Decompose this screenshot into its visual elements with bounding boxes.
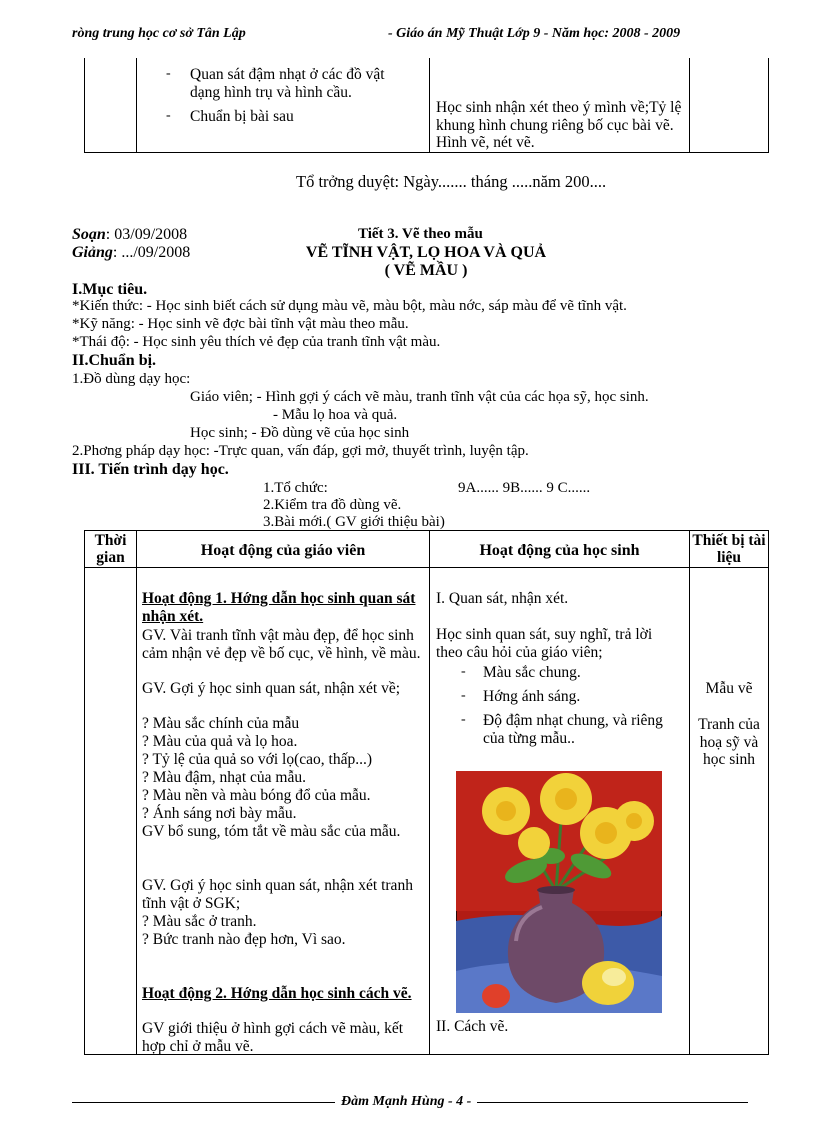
preparation-student: Học sinh; - Đồ dùng vẽ của học sinh [190,425,410,441]
preparation-methods: 2.Phơng pháp dạy học: -Trực quan, vấn đáp, gợi mở, thuyết trình, luyện tập. [72,443,529,459]
bullet-marker: - [166,66,171,81]
teacher-paragraph-4: GV giới thiệu ở hình gợi cách vẽ màu, kết hợp chỉ ở mẫu vẽ. [142,1020,404,1054]
table-column-divider-1 [136,530,137,1055]
preparation-heading: II.Chuẩn bị. [72,352,157,369]
process-org: 1.Tổ chức: [263,480,328,496]
header-time: Thời gian [94,532,127,566]
prev-student-note: Học sinh nhận xét theo ý mình về;Tỷ lệ khung hình chung riêng bố cục bài vẽ. Hình vẽ, nét vẽ. [436,99,682,151]
table-border-right [768,530,769,1055]
prev-table-divider-2 [429,58,430,153]
student-paragraph: Học sinh quan sát, suy nghĩ, trả lời theo câu hỏi của giáo viên; [436,626,653,661]
student-bullet-2: Hớng ánh sáng. [483,688,581,705]
student-bullet-1: Màu sắc chung. [483,664,581,681]
objective-attitude: *Thái độ: - Học sinh yêu thích vẻ đẹp của tranh tĩnh vật màu. [72,334,441,350]
header-teacher-activity: Hoạt động của giáo viên [200,542,366,559]
process-check: 2.Kiểm tra đồ dùng vẽ. [263,497,402,513]
footer-author-page: Đàm Mạnh Hùng - 4 - [335,1094,477,1110]
approval-line: Tổ trởng duyệt: Ngày....... tháng .....năm 200.... [296,172,607,191]
table-header-separator [84,567,769,568]
soan-date [72,226,187,244]
question-1: ? Màu sắc chính của mẫu [142,715,300,732]
bullet-marker: - [461,664,466,679]
student-bullet-3: Độ đậm nhạt chung, và riêng của từng mẫu.. [483,712,663,747]
preparation-tools: 1.Đồ dùng dạy học: [72,371,191,387]
question-3: ? Tỷ lệ của quả so với lọ(cao, thấp...) [142,751,373,768]
prev-bullet-2: Chuẩn bị bài sau [190,108,294,125]
lesson-period: Tiết 3. Vẽ theo mẫu [358,226,483,242]
soan-value: : 03/09/2008 [105,226,188,243]
lesson-subtitle: ( VẼ MẦU ) [384,262,468,279]
question-8: ? Bức tranh nào đẹp hơn, Vì sao. [142,931,346,948]
objectives-heading: I.Mục tiêu. [72,281,148,298]
preparation-teacher: Giáo viên; - Hình gợi ý cách vẽ màu, tranh tĩnh vật của các họa sỹ, học sinh. [190,389,649,405]
question-5: ? Màu nền và màu bóng đổ của mẫu. [142,787,371,804]
student-section-2: II. Cách vẽ. [436,1018,509,1035]
teacher-paragraph-2: GV. Gợi ý học sinh quan sát, nhận xét về; [142,680,401,697]
process-classes: 9A...... 9B...... 9 C...... [458,480,591,496]
process-new: 3.Bài mới.( GV giới thiệu bài) [263,514,445,530]
bullet-marker: - [461,712,466,727]
teacher-paragraph-3: GV. Gợi ý học sinh quan sát, nhận xét tranh tĩnh vật ở SGK; [142,877,413,912]
prev-table-border-right [768,58,769,153]
equipment-1: Mẫu vẽ [705,680,753,697]
prev-table-border-bottom [84,152,769,153]
header-subject: - Giáo án Mỹ Thuật Lớp 9 - Năm học: 2008 - 2009 [388,26,681,41]
bullet-marker: - [461,688,466,703]
activity-2-heading: Hoạt động 2. Hớng dẫn học sinh cách vẽ. [142,985,412,1002]
table-border-bottom [84,1054,769,1055]
header-student-activity: Hoạt động của học sinh [479,542,640,559]
table-column-divider-3 [689,530,690,1055]
objective-knowledge: *Kiến thức: - Học sinh biết cách sử dụng màu vẽ, màu bột, màu nớc, sáp màu để vẽ tĩnh vật. [72,298,627,314]
prev-table-divider-1 [136,58,137,153]
giang-date [72,244,190,262]
question-7: ? Màu sắc ở tranh. [142,913,257,930]
header-equipment: Thiết bị tài liệu [692,532,766,566]
teacher-paragraph-1: GV. Vài tranh tĩnh vật màu đẹp, để học sinh cảm nhận vẻ đẹp về bố cục, về hình, về màu. [142,627,421,662]
preparation-teacher-2: - Mẫu lọ hoa và quả. [273,407,398,423]
student-section-1: I. Quan sát, nhận xét. [436,590,569,607]
equipment-2: Tranh của hoạ sỹ và học sinh [698,716,760,768]
process-heading: III. Tiến trình dạy học. [72,461,229,478]
question-4: ? Màu đậm, nhạt của mẫu. [142,769,306,786]
objective-skill: *Kỹ năng: - Học sinh vẽ đợc bài tĩnh vật màu theo mẫu. [72,316,409,332]
lesson-title: VẼ TĨNH VẬT, LỌ HOA VÀ QUẢ [305,244,547,261]
header-school: ròng trung học cơ sở Tân Lập [72,26,246,41]
still-life-painting-image [456,771,662,1013]
soan-label: Soạn [72,226,106,243]
prev-bullet-1: Quan sát đậm nhạt ở các đồ vật dạng hình trụ và hình cầu. [190,66,385,101]
giang-value: : .../09/2008 [112,244,191,261]
prev-table-divider-3 [689,58,690,153]
question-6: ? Ánh sáng nơi bày mẫu. [142,805,297,822]
table-column-divider-2 [429,530,430,1055]
question-2: ? Màu của quả và lọ hoa. [142,733,298,750]
table-border-top [84,530,769,531]
table-border-left [84,530,85,1055]
activity-1-heading: Hoạt động 1. Hớng dẫn học sinh quan sát nhận xét. [142,590,416,625]
prev-table-border-left [84,58,85,153]
teacher-summary: GV bổ sung, tóm tắt về màu sắc của mẫu. [142,823,401,840]
giang-label: Giảng [72,244,113,261]
bullet-marker: - [166,108,171,123]
